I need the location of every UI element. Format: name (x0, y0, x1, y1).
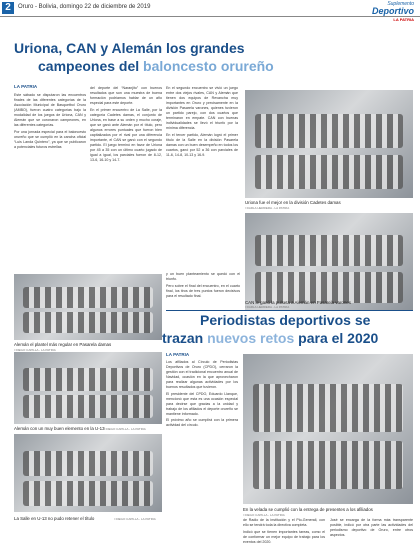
photo-caption-6: En la velada se cumplió con la entrega de presentes a los afiliados (243, 507, 373, 512)
photo-cpdo-event (243, 354, 413, 504)
dateline: Oruro - Bolivia, domingo 22 de diciembre de 2019 (18, 4, 151, 10)
supplement-logo-small: Suplemento (387, 1, 414, 7)
article1-column-3: En el segundo encuentro se vivió un juego entre dos viejos rivales, CAN y Alemán que tienen dos equipos de Revancha muy importantes en Oruro y precisamente en la división Pasarela varones, quienes tuvieron un partido parejo, con dos cuartos que terminaron en empate. CAN con buenas individualidades se llevó el triunfo por la mínima diferencia. En el tercer partido, Alemán logró el primer título de la Salle en la división Pasarela damas con un buen desempeño en todos los cuartos, ganó por 52 a 36 con parciales de 11-6, 14-8, 10-13 y 16-9. (166, 86, 238, 157)
article2-kicker: LA PATRIA (166, 352, 190, 357)
article1-title-line1: Uriona, CAN y Alemán los grandes (14, 40, 245, 56)
section-divider (166, 310, 413, 311)
photo-caption-4: Uriona fue el mejor en la división Cadetes damas (245, 200, 341, 205)
photo-aleman-u13 (14, 352, 162, 424)
supplement-logo: Deportivo (371, 6, 414, 16)
article1-column-1: Este sábado se disputaron las encuentros finales de las diferentes categorías de la Asociación Municipal de Basquetbol Oruro (AMBO), fueron cuatro categorías bajo la modalidad de los juegos de Uriona, CAN y Alemán que se coronaron campeones, en las diferentes categorías. Por una jornada especial para el baloncesto orureño que se cumplió en la cancha oficial “Luis Landa Quintero”, ya que se publicaron a potenciales futuros estrellas (14, 93, 86, 149)
photo-caption-3: La Salle en U-13 no pudo retener el título (14, 516, 95, 521)
page-number: 2 (2, 2, 14, 14)
article2-column-3: José se encarga de la forma más transparente posible, indicó por otra parte las actividades del periodismo deportivo de Oruro, entre otros aspectos. (330, 518, 413, 537)
article2-column-1: Los afiliados al Círculo de Periodistas Deportivos de Oruro (CPDO), cerraron la gestión con el tradicional encuentro anual de Navidad, ocasión en la que aprovecharon para realizar algunas actividades por los buenos resultados que tuvieron. El presidente del CPDO, Eduardo Llanque, mencionó que esta es una ocasión especial para decirse que gracias a la unidad y trabajo de los afiliados el deporte orureño se mantiene informado. El próximo año se cumplirá con la primera actividad del círculo. (166, 360, 238, 427)
photo-credit-6: / DIEGO CAPILLA - LA PATRIA (243, 513, 285, 517)
article1-kicker: LA PATRIA (14, 84, 38, 89)
photo-credit-4: / DARLA HERRERA - LA PATRIA (245, 206, 290, 210)
article2-title-line2: trazan nuevos retos para el 2020 (162, 330, 379, 346)
article1-column-2: del deporte del “Naranjito” con buenos resultados que son una muestra de buena formación podríamos hablar de un año especial para este deporte. En el primer encuentro de La Salle, por la categoría Cadetes damas, el conjunto de Uriona, en base a su orden y mucho coraje, que se ganó ante Alemán por el título, pero algunos errores puntuales que fueron bien capitalizados por el rival por una diferencia importante, el CAN se ganó con el segundo partido. El juego terminó en favor de Uriona por 45 a 35 con un último cuarto jugado de igual a igual, los parciales fueron de 8-12, 13-6, 16-10 y 14-7. (90, 86, 162, 162)
photo-credit-1: / DIEGO CAPILLA - LA PATRIA (14, 348, 56, 352)
photo-lasalle-u13 (14, 434, 162, 512)
supplement-logo-tag: LA PATRIA (393, 17, 414, 22)
photo-uriona-cadetes (245, 90, 413, 198)
article1-cont-column-a: y un buen planteamiento se quedó con el triunfo. Pero sobre el final del encuentro, en el cuarto final, los tiros de tres puntos fueron decisivos para el resultado final. (166, 272, 240, 298)
photo-caption-1: Alemán el plantel más regular en Pasarela damas (14, 342, 112, 347)
photo-aleman-pasarela (14, 274, 162, 340)
article2-column-2: de Radio de la institución y el Pio-Generali, con ello se tendrá toda la directiva completa. Indicó que se tienen importantes tareas, como el de conformar un mejor equipo de trabajo para los eventos del 2020. (243, 518, 325, 544)
photo-can-pasarela (245, 213, 413, 311)
photo-caption-5: CAN le ganó la pulseta a Alemán en Pasarela varones (245, 300, 351, 305)
photo-caption-2: Alemán con un muy buen elemento en la U-13 (14, 426, 105, 431)
photo-credit-3: / DIEGO CAPILLA - LA PATRIA (114, 517, 156, 521)
article2-title-line1: Periodistas deportivos se (200, 312, 371, 328)
photo-credit-2: / DIEGO CAPILLA - LA PATRIA (104, 427, 146, 431)
photo-credit-5: / DARLA HERRERA - LA PATRIA (245, 305, 290, 309)
article1-title-line2: campeones del baloncesto orureño (38, 58, 274, 74)
